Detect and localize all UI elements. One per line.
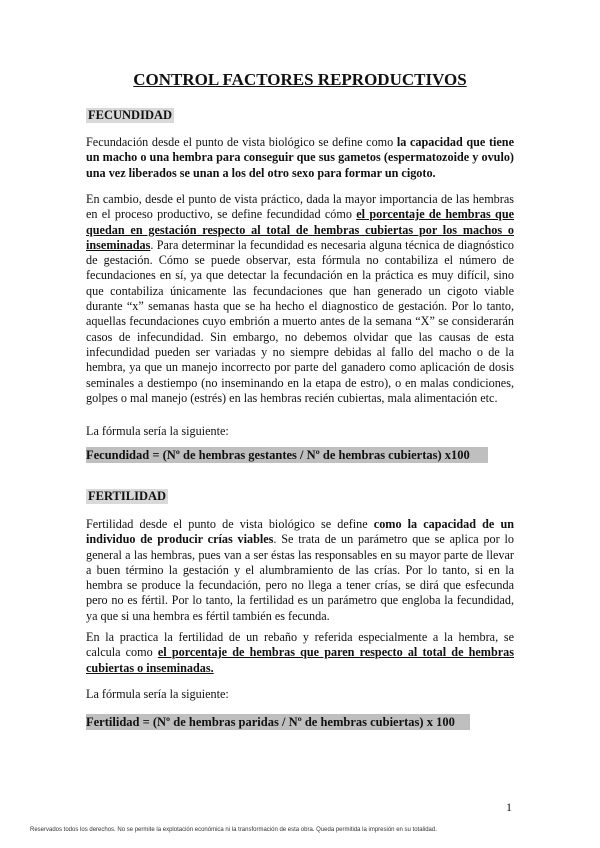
- fertilidad-formula: Fertilidad = (Nº de hembras paridas / Nº de hembras cubiertas) x 100: [86, 714, 470, 730]
- fecundidad-p1-text: Fecundación desde el punto de vista biológico se define como: [86, 135, 397, 149]
- fecundidad-paragraph-2: [86, 192, 514, 406]
- section-heading-fecundidad: FECUNDIDAD: [88, 108, 173, 122]
- fertilidad-p1-bold: como la capacidad de un individuo de producir crías viables: [86, 517, 515, 547]
- copyright-footer: Reservados todos los derechos. No se permite la explotación económica ni la transformación de esta obra. Queda permitida la impresión en su totalidad.: [30, 827, 437, 833]
- fertilidad-paragraph-1: [86, 517, 514, 624]
- fertilidad-p2-text: En la practica la fertilidad de un rebaño y referida especialmente a la hembra, se calcula como: [86, 630, 514, 660]
- fecundidad-p2-text: En cambio, desde el punto de vista práctico, dada la mayor importancia de las hembras en el proceso productivo, se define fecundidad cómo: [86, 192, 514, 222]
- fertilidad-p1-text: Fertilidad desde el punto de vista biológico se define: [86, 517, 374, 531]
- fecundidad-p2-rest: . Para determinar la fecundidad es necesaria alguna técnica de diagnóstico de gestación. Cómo se puede observar, esta fórmula no contabiliza el número de fecundaciones en sí, ya que detectar la fecundación en la práctica es muy difícil, sino que contabiliza únicamente las fecundaciones que han generado un cigoto viable durante “x” semanas hasta que se ha hecho el diagnostico de gestación. Por lo tanto, aquellas fecundaciones cuyo embrión a muerto antes de la semana “X” se considerarán casos de infecundidad. Sin embargo, no debemos olvidar que las causas de esta infecundidad pueden ser variadas y no siempre debidas al fallo del macho o de la hembra, ya que un manejo incorrecto por parte del ganadero como aplicación de dosis seminales a destiempo (no inseminando en la etapa de estro), o en malas condiciones, golpes o mal manejo (estrés) en las hembras recién cubiertas, mala alimentación etc.: [86, 237, 514, 405]
- fecundidad-paragraph-1: [86, 135, 514, 181]
- section-heading-fertilidad: FERTILIDAD: [88, 489, 167, 503]
- page-number: 1: [506, 800, 512, 814]
- fertilidad-paragraph-2: [86, 630, 514, 676]
- fertilidad-definition-underlined: el porcentaje de hembras que paren respecto al total de hembras cubiertas o inseminadas.: [86, 645, 514, 675]
- fecundidad-formula-intro: La fórmula sería la siguiente:: [86, 424, 229, 438]
- fecundidad-definition-underlined: el porcentaje de hembras que quedan en gestación respecto al total de hembras cubiertas por los machos o inseminadas: [86, 207, 515, 252]
- fecundidad-p1-bold: la capacidad que tiene un macho o una hembra para conseguir que sus gametos (espermatozoide y ovulo) una vez liberados se unan a los del otro sexo para formar un cigoto.: [86, 135, 514, 180]
- page-title: CONTROL FACTORES REPRODUCTIVOS: [133, 70, 467, 89]
- fecundidad-formula: Fecundidad = (Nº de hembras gestantes / Nº de hembras cubiertas) x100: [86, 447, 488, 463]
- fertilidad-formula-intro: La fórmula sería la siguiente:: [86, 687, 229, 701]
- fertilidad-p1-rest: . Se trata de un parámetro que se aplica por lo general a las hembras, pues van a ser éstas las responsables en su mayor parte de llevar a buen término la gestación y el alumbramiento de las crías. Por lo tanto, si en la hembra se produce la fecundación, pero no llega a tener crías, se dirá que esfecunda pero no es fértil. Por lo tanto, la fertilidad es un parámetro que engloba la fecundidad, ya que si una hembra es fértil también es fecunda.: [86, 532, 514, 623]
